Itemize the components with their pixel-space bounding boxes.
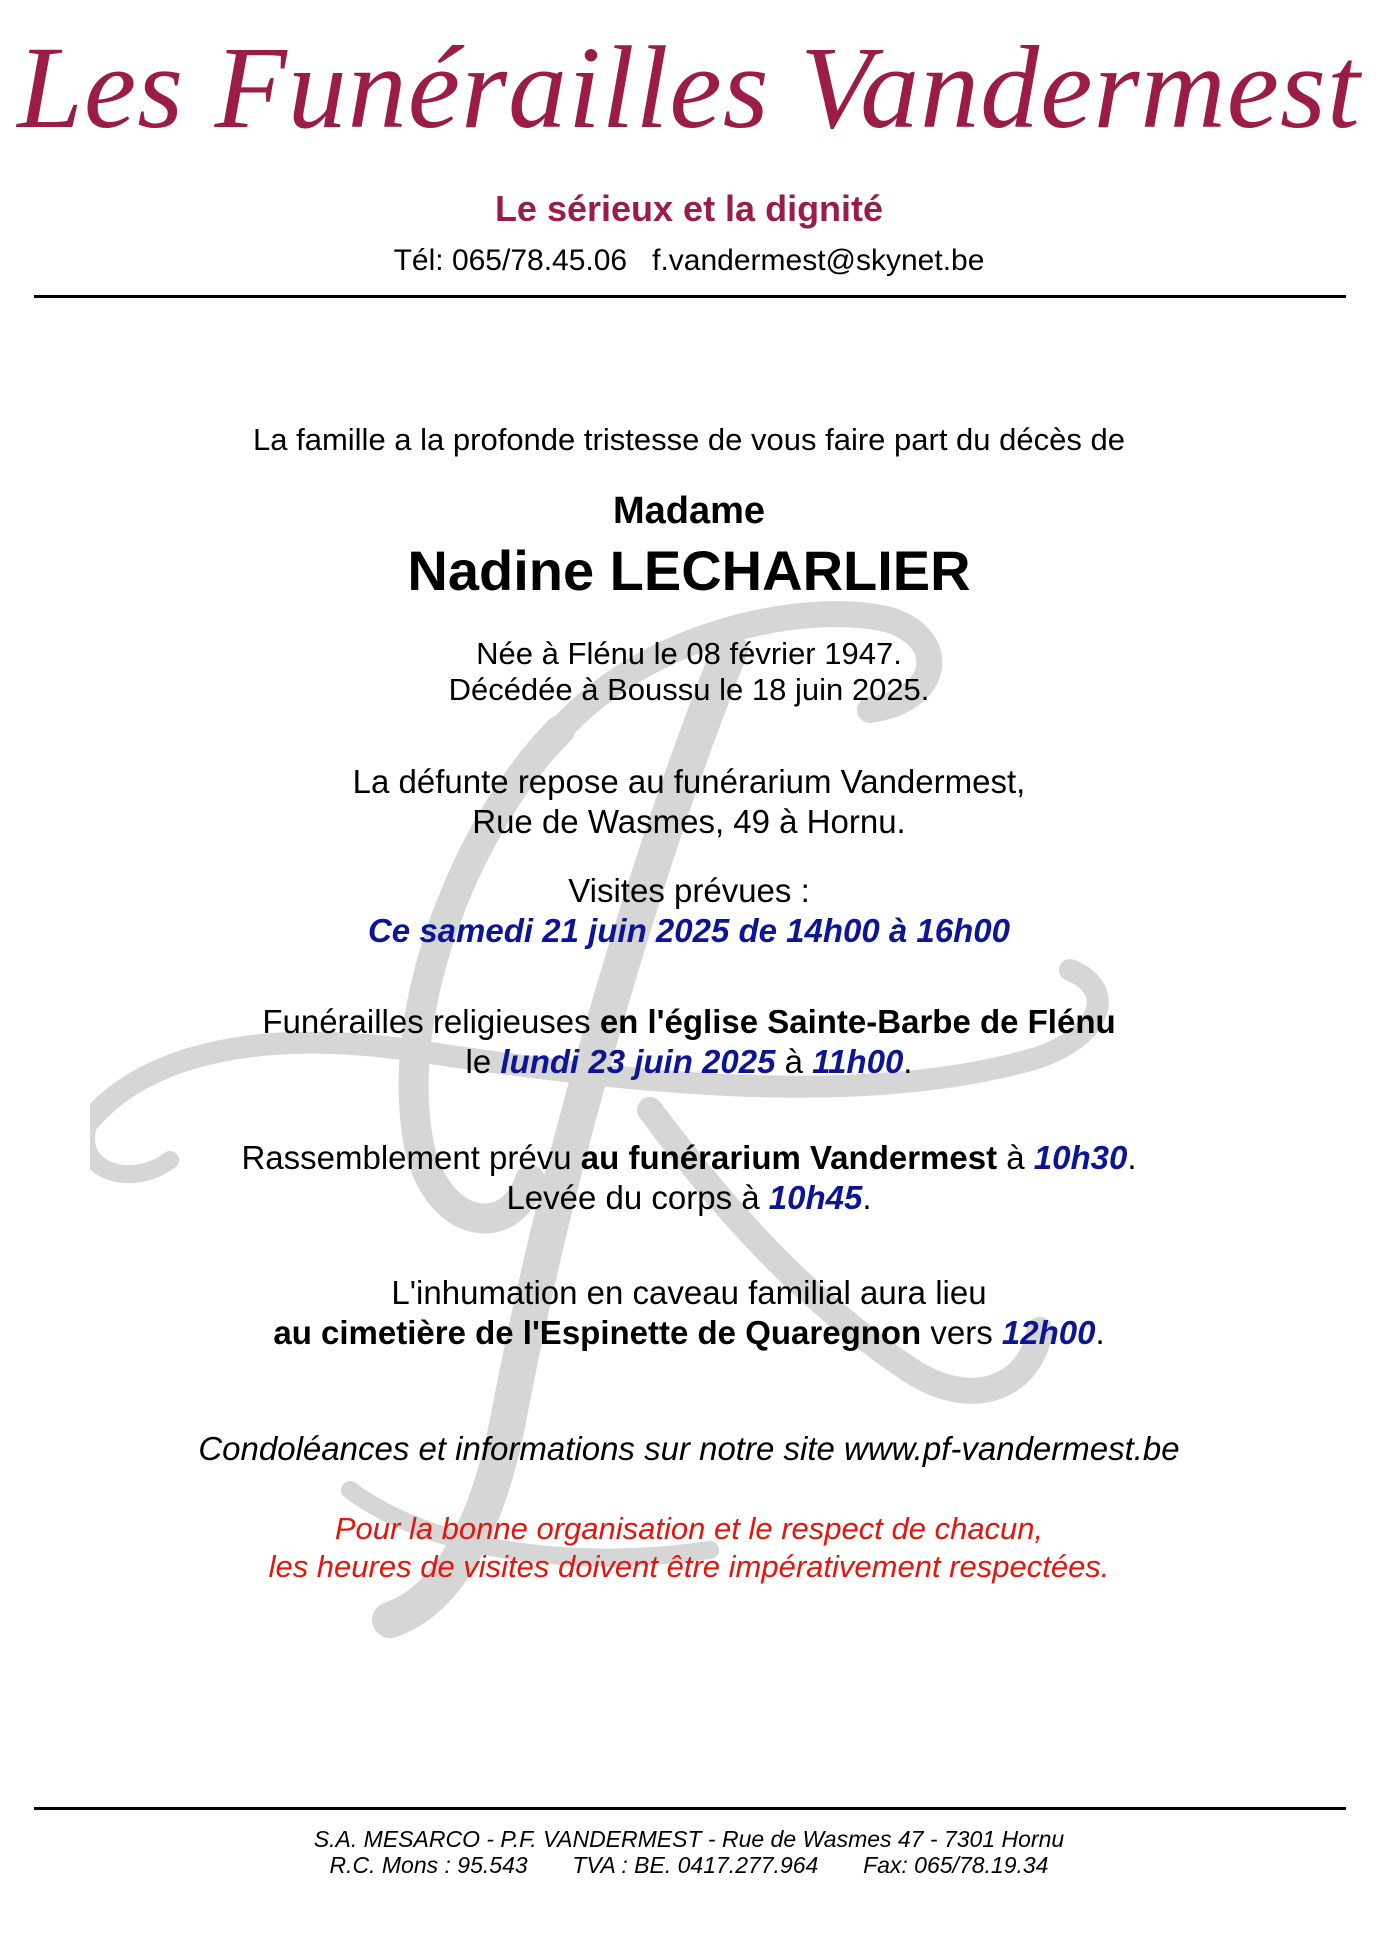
funeral-place: en l'église Sainte-Barbe de Flénu — [599, 1003, 1116, 1040]
repose-line-2: Rue de Wasmes, 49 à Hornu. — [472, 803, 906, 840]
footer-fax: Fax: 065/78.19.34 — [863, 1852, 1049, 1878]
burial-line-2: au cimetière de l'Espinette de Quaregnon vers 12h00. — [273, 1314, 1105, 1351]
funeral-prefix: Funérailles religieuses — [262, 1003, 600, 1040]
funeral-a: à — [775, 1043, 813, 1080]
levee-time: 10h45 — [768, 1179, 863, 1216]
notice-line-2: les heures de visites doivent être impérativement respectées. — [268, 1549, 1110, 1584]
intro-text: La famille a la profonde tristesse de vous faire part du décès de — [253, 422, 1125, 457]
funeral-date: lundi 23 juin 2025 — [500, 1043, 776, 1080]
gathering-place: au funérarium Vandermest — [580, 1139, 998, 1176]
footer-company: S.A. MESARCO - P.F. VANDERMEST - Rue de Wasmes 47 - 7301 Hornu — [313, 1826, 1065, 1852]
birth-info: Née à Flénu le 08 février 1947. — [476, 636, 902, 671]
deceased-title: Madame — [612, 490, 766, 532]
burial-vers: vers — [921, 1314, 1002, 1351]
funeral-le: le — [465, 1043, 501, 1080]
contact-line — [0, 244, 1378, 278]
footer-registration — [0, 1852, 1378, 1879]
email-address: f.vandermest@skynet.be — [652, 244, 985, 277]
footer-divider — [34, 1807, 1346, 1810]
gathering-prefix: Rassemblement prévu — [241, 1139, 581, 1176]
footer-tva: TVA : BE. 0417.277.964 — [572, 1852, 819, 1878]
footer-rc: R.C. Mons : 95.543 — [329, 1852, 528, 1878]
gathering-line: Rassemblement prévu au funérarium Vandermest à 10h30. — [241, 1139, 1137, 1176]
notice-line-1: Pour la bonne organisation et le respect de chacun, — [334, 1511, 1044, 1546]
burial-time: 12h00 — [1001, 1314, 1096, 1351]
death-info: Décédée à Boussu le 18 juin 2025. — [448, 672, 930, 707]
burial-line-1: L'inhumation en caveau familial aura lieu — [391, 1274, 987, 1311]
funeral-time: 11h00 — [812, 1043, 904, 1080]
funeral-line-1 — [0, 1003, 1378, 1041]
levee-prefix: Levée du corps à — [506, 1179, 769, 1216]
brand-logo-title: Les Funérailles Vandermest — [17, 22, 1361, 153]
header-divider — [34, 295, 1346, 298]
deceased-name: Nadine LECHARLIER — [407, 539, 971, 602]
slogan: Le sérieux et la dignité — [494, 188, 884, 229]
phone-number: Tél: 065/78.45.06 — [393, 244, 628, 277]
funeral-line-2: le lundi 23 juin 2025 à 11h00. — [465, 1043, 913, 1080]
visits-label: Visites prévues : — [568, 872, 810, 909]
gathering-time: 10h30 — [1033, 1139, 1128, 1176]
repose-line-1: La défunte repose au funérarium Vandermest, — [352, 763, 1026, 800]
burial-place: au cimetière de l'Espinette de Quaregnon — [273, 1314, 922, 1351]
visits-time: Ce samedi 21 juin 2025 de 14h00 à 16h00 — [367, 912, 1011, 949]
gathering-a: à — [997, 1139, 1034, 1176]
levee-line: Levée du corps à 10h45. — [506, 1179, 872, 1216]
monogram-watermark — [90, 590, 1290, 1650]
condolences-text: Condoléances et informations sur notre site www.pf-vandermest.be — [198, 1430, 1180, 1467]
